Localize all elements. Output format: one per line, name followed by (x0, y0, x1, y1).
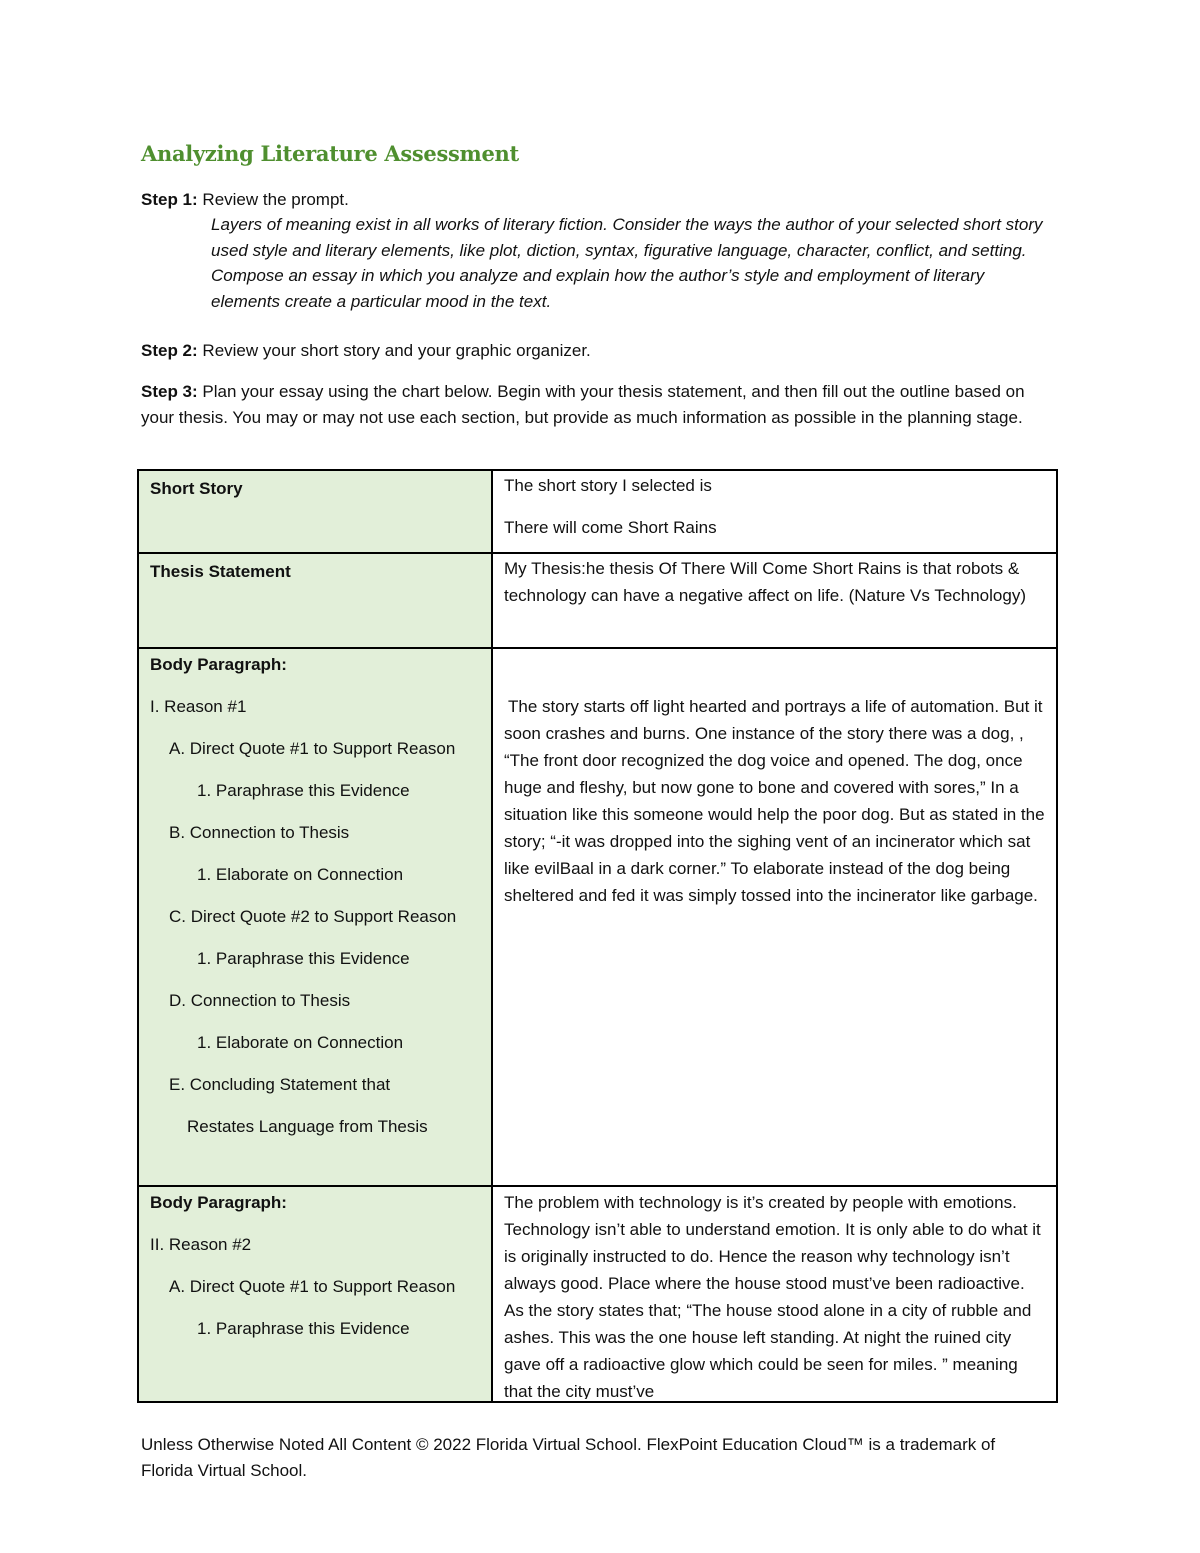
body-1-connection-1: B. Connection to Thesis (169, 823, 350, 842)
body-2-heading: Body Paragraph: (150, 1193, 287, 1212)
step-1 (141, 187, 1051, 213)
body-1-heading: Body Paragraph: (150, 655, 287, 674)
footer-copyright: Unless Otherwise Noted All Content © 2022 Florida Virtual School. FlexPoint Education Cloud™ is a trademark of Florida Virtual School. (141, 1435, 996, 1480)
thesis-response-cell[interactable] (492, 553, 1057, 648)
page-title: Analyzing Literature Assessment (141, 141, 519, 166)
step-3-label: Step 3: (141, 382, 198, 401)
body-1-quote-1: A. Direct Quote #1 to Support Reason (169, 739, 456, 758)
step-2-text: Review your short story and your graphic organizer. (202, 341, 591, 360)
body-1-connection-2: D. Connection to Thesis (169, 991, 351, 1010)
row-body-paragraph-2 (138, 1186, 1057, 1402)
short-story-label-cell (138, 470, 492, 553)
row-body-paragraph-1 (138, 648, 1057, 1186)
body-2-paraphrase-1: 1. Paraphrase this Evidence (197, 1319, 410, 1338)
thesis-text: My Thesis:he thesis Of There Will Come Short Rains is that robots & technology can have a negative affect on life. (Nature Vs Technology) (504, 559, 1026, 605)
body-2-response-cell[interactable] (492, 1186, 1057, 1402)
planning-chart (137, 469, 1058, 1403)
body-1-restates: Restates Language from Thesis (187, 1117, 428, 1136)
body-1-paraphrase-2: 1. Paraphrase this Evidence (197, 949, 410, 968)
body-2-quote-1: A. Direct Quote #1 to Support Reason (169, 1277, 456, 1296)
prompt-text: Layers of meaning exist in all works of literary fiction. Consider the ways the author of your selected short story used style and literary elements, like plot, diction, syntax, figurative language, character, conflict, and setting. Compose an essay in which you analyze and explain how the author’s style and employment of literary elements create a particular mood in the text. (211, 215, 1043, 311)
body-2-response: The problem with technology is it’s created by people with emotions. Technology isn’t able to understand emotion. It is only able to do what it is originally instructed to do. Hence the reason why technology isn’t always good. Place where the house stood must’ve been radioactive. As the story states that; “The house stood alone in a city of rubble and ashes. This was the one house left standing. At night the ruined city gave off a radioactive glow which could be seen for miles. ” meaning that the city must’ve (504, 1193, 1041, 1399)
body-1-elaborate-1: 1. Elaborate on Connection (197, 865, 404, 884)
short-story-response-cell[interactable] (492, 470, 1057, 553)
body-2-reason: II. Reason #2 (150, 1235, 252, 1254)
step-1-text: Review the prompt. (202, 190, 349, 209)
short-story-line-1: The short story I selected is (504, 476, 712, 495)
body-1-quote-2: C. Direct Quote #2 to Support Reason (169, 907, 457, 926)
step-3-text: Plan your essay using the chart below. Begin with your thesis statement, and then fill out the outline based on your thesis. You may or may not use each section, but provide as much information as possible in the planning stage. (141, 382, 1025, 427)
body-1-concluding: E. Concluding Statement that (169, 1075, 391, 1094)
step-3 (141, 379, 1051, 430)
short-story-label: Short Story (150, 479, 243, 498)
thesis-label-cell (138, 553, 492, 648)
body-2-outline-cell (138, 1186, 492, 1402)
body-1-reason: I. Reason #1 (150, 697, 247, 716)
body-1-response-cell[interactable] (492, 648, 1057, 1186)
body-1-response: The story starts off light hearted and portrays a life of automation. But it soon crashes and burns. One instance of the story there was a dog, , “The front door recognized the dog voice and opened. The dog, once huge and fleshy, but now gone to bone and covered with sores,” In a situation like this someone would help the poor dog. But as stated in the story; “-it was dropped into the sighing vent of an incinerator which sat like evilBaal in a dark corner.” To elaborate instead of the dog being sheltered and fed it was simply tossed into the incinerator like garbage. (504, 697, 1045, 905)
row-thesis (138, 553, 1057, 648)
step-1-label: Step 1: (141, 190, 198, 209)
step-2-label: Step 2: (141, 341, 198, 360)
step-2 (141, 338, 1051, 364)
body-1-paraphrase-1: 1. Paraphrase this Evidence (197, 781, 410, 800)
body-1-elaborate-2: 1. Elaborate on Connection (197, 1033, 404, 1052)
row-short-story (138, 470, 1057, 553)
short-story-line-2: There will come Short Rains (504, 518, 717, 537)
body-1-outline-cell (138, 648, 492, 1186)
thesis-label: Thesis Statement (150, 562, 291, 581)
